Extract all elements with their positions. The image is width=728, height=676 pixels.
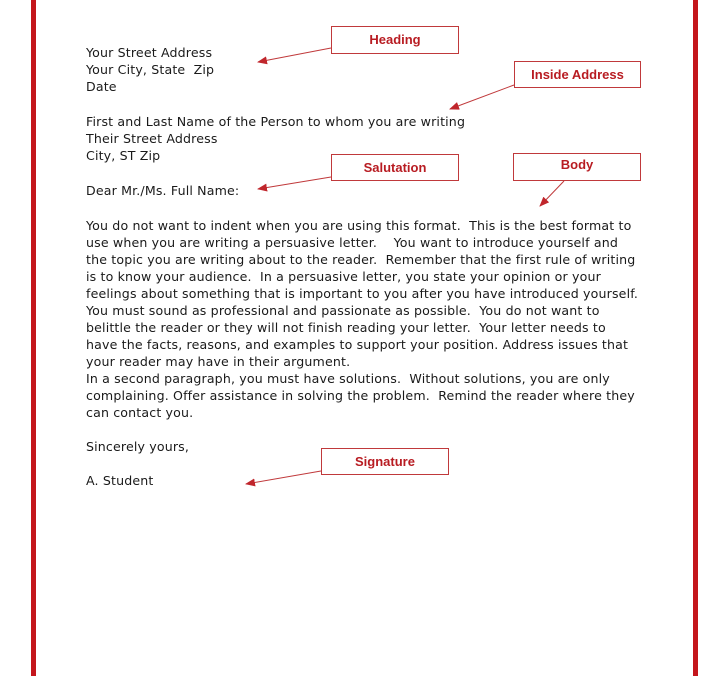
heading-street: Your Street Address (86, 45, 213, 60)
label-heading: Heading (331, 26, 459, 54)
inside-address-city: City, ST Zip (86, 148, 161, 163)
body-line: use when you are writing a persuasive letter. You want to introduce yourself and (86, 235, 618, 250)
body-line: You do not want to indent when you are using this format. This is the best format to (86, 218, 632, 233)
signature-text: A. Student (86, 473, 154, 488)
body-line: feelings about something that is important to you after you have introduced yourself. (86, 286, 639, 301)
inside-address-name: First and Last Name of the Person to whom you are writing (86, 114, 466, 129)
body-line: can contact you. (86, 405, 194, 420)
label-inside-address: Inside Address (514, 61, 641, 88)
body-line: the topic you are writing about to the reader. Remember that the first rule of writing (86, 252, 636, 267)
salutation-text: Dear Mr./Ms. Full Name: (86, 183, 240, 198)
label-salutation: Salutation (331, 154, 459, 181)
body-line: In a second paragraph, you must have solutions. Without solutions, you are only (86, 371, 610, 386)
body-line: You must sound as professional and passionate as possible. You do not want to (86, 303, 600, 318)
body-line: belittle the reader or they will not finish reading your letter. Your letter needs to (86, 320, 606, 335)
body-line: have the facts, reasons, and examples to support your position. Address issues that (86, 337, 629, 352)
label-signature: Signature (321, 448, 449, 475)
inside-address-street: Their Street Address (86, 131, 218, 146)
body-line: is to know your audience. In a persuasive letter, you state your opinion or your (86, 269, 601, 284)
label-body: Body (513, 153, 641, 181)
heading-date: Date (86, 79, 117, 94)
heading-city: Your City, State Zip (86, 62, 215, 77)
body-line: complaining. Offer assistance in solving the problem. Remind the reader where they (86, 388, 635, 403)
closing-text: Sincerely yours, (86, 439, 190, 454)
body-line: your reader may have in their argument. (86, 354, 351, 369)
